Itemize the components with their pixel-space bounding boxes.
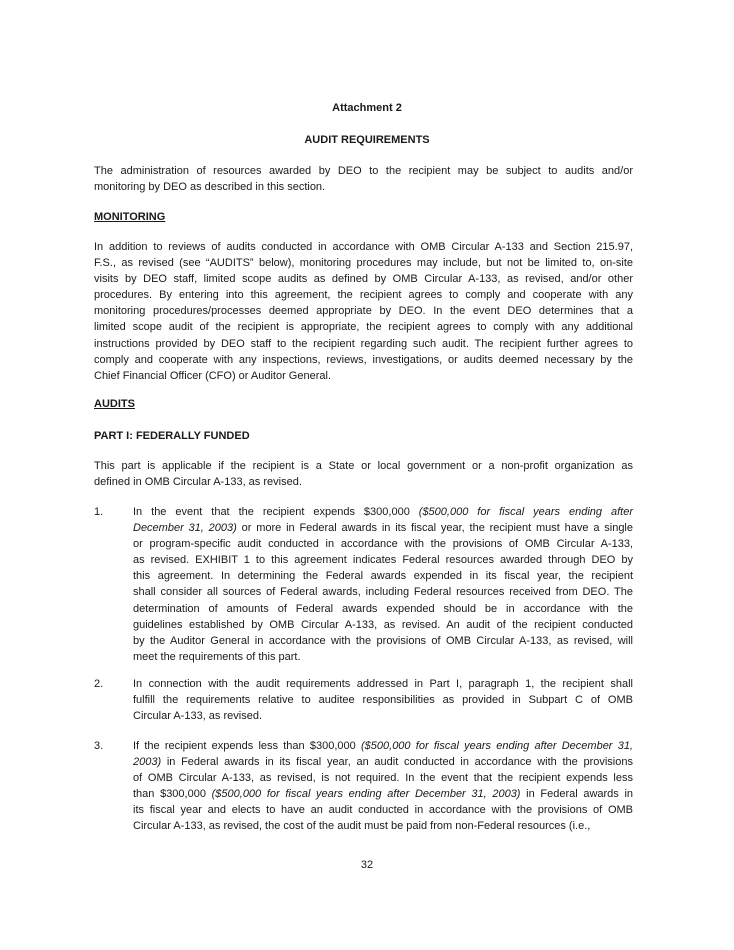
text-segment: fulfill the requirements relative to auditee responsibilities as provided in Subpart C of OMB <box>133 694 633 707</box>
text-segment: instructions provided by DEO staff to the recipient regarding such audit. The recipient further agrees to <box>94 337 633 350</box>
italic-text: ($500,000 for fiscal years ending after December 31, <box>361 740 633 752</box>
list-item <box>133 676 633 724</box>
text-line <box>133 692 633 708</box>
text-line <box>94 303 633 319</box>
text-line <box>133 536 633 552</box>
text-line <box>133 520 633 536</box>
part1-intro-paragraph <box>94 458 633 490</box>
text-segment: its fiscal year and elects to have an audit conducted in accordance with the provisions of OMB <box>133 804 633 817</box>
text-line <box>133 676 633 692</box>
text-line <box>94 239 633 255</box>
text-line <box>94 163 633 179</box>
text-segment: Chief Financial Officer (CFO) or Auditor General. <box>94 369 331 382</box>
text-line <box>133 601 633 617</box>
text-segment: limited scope audit of the recipient is appropriate, the recipient agrees to comply with any additional <box>94 321 633 334</box>
text-line <box>133 504 633 520</box>
text-segment: This part is applicable if the recipient is a State or local government or a non-profit organization as <box>94 460 633 472</box>
text-segment: in Federal awards in <box>520 788 634 801</box>
italic-text: ($500,000 for fiscal years ending after December 31, 2003) <box>211 788 521 801</box>
text-segment: monitoring by DEO as described in this section. <box>94 181 326 194</box>
text-segment: comply and cooperate with any inspections, reviews, investigations, or audits deemed necessary by the <box>94 353 633 366</box>
text-segment: guidelines established by OMB Circular A-133, as revised. An audit of the recipient conducted <box>133 618 633 631</box>
italic-text: December 31, 2003) <box>133 522 237 535</box>
text-segment: defined in OMB Circular A-133, as revised. <box>94 476 302 489</box>
text-segment: If the recipient expends less than $300,000 <box>133 740 361 752</box>
text-line <box>133 754 633 770</box>
item-number: 1. <box>94 506 104 518</box>
text-line <box>94 352 633 368</box>
text-line <box>133 568 633 584</box>
text-line <box>94 368 633 384</box>
text-line <box>94 255 633 271</box>
intro-paragraph <box>94 163 633 195</box>
list-item <box>133 504 633 665</box>
text-segment: Circular A-133, as revised, the cost of the audit must be paid from non-Federal resources (i.e., <box>133 820 591 833</box>
text-segment: monitoring procedures/processes deemed appropriate by DEO. In the event DEO determines that a <box>94 305 633 318</box>
text-line <box>133 818 633 834</box>
text-segment: meet the requirements of this part. <box>133 650 301 663</box>
audits-heading: AUDITS <box>94 398 135 410</box>
italic-text: ($500,000 for fiscal years ending after <box>418 506 633 518</box>
text-line <box>133 708 633 724</box>
text-line <box>133 802 633 818</box>
page-number: 32 <box>360 859 374 871</box>
text-segment: in Federal awards in its fiscal year, an audit conducted in accordance with the provisions <box>161 756 633 769</box>
text-line <box>94 336 633 352</box>
text-segment: this agreement. In determining the Federal awards expended in its fiscal year, the recipient <box>133 570 633 583</box>
text-line <box>94 179 633 195</box>
text-line <box>94 287 633 303</box>
text-segment: as revised. EXHIBIT 1 to this agreement indicates Federal resources awarded through DEO by <box>133 554 633 567</box>
attachment-title: Attachment 2 <box>332 102 402 114</box>
text-segment: or program-specific audit conducted in accordance with the provisions of OMB Circular A-133, <box>133 538 633 551</box>
text-segment: procedures. By entering into this agreement, the recipient agrees to comply and cooperate with any <box>94 289 633 302</box>
list-item <box>133 738 633 835</box>
text-segment: shall consider all sources of Federal awards, including Federal resources received from DEO. The <box>133 586 633 599</box>
part1-heading: PART I: FEDERALLY FUNDED <box>94 430 250 442</box>
text-segment: visits by DEO staff, limited scope audits as defined by OMB Circular A-133, as revised, and/or other <box>94 273 633 286</box>
text-line <box>133 738 633 754</box>
item-number: 3. <box>94 740 104 752</box>
document-title: AUDIT REQUIREMENTS <box>304 134 430 146</box>
text-segment: In the event that the recipient expends $300,000 <box>133 506 419 518</box>
text-segment: than $300,000 <box>133 788 212 801</box>
text-segment: of OMB Circular A-133, as revised, is not required. In the event that the recipient expends less <box>133 772 633 785</box>
text-line <box>94 319 633 335</box>
item-number: 2. <box>94 678 104 690</box>
text-line <box>133 617 633 633</box>
italic-text: 2003) <box>133 756 162 769</box>
text-line <box>133 552 633 568</box>
text-line <box>133 649 633 665</box>
text-segment: or more in Federal awards in its fiscal year, the recipient must have a single <box>236 522 633 535</box>
text-line <box>133 584 633 600</box>
text-line <box>133 770 633 786</box>
text-segment: In connection with the audit requirements addressed in Part I, paragraph 1, the recipient shall <box>133 678 633 690</box>
text-segment: In addition to reviews of audits conducted in accordance with OMB Circular A-133 and Section 215.97, <box>94 241 633 253</box>
text-line <box>94 271 633 287</box>
text-segment: Circular A-133, as revised. <box>133 710 262 723</box>
text-segment: The administration of resources awarded by DEO to the recipient may be subject to audits and/or <box>94 165 633 177</box>
monitoring-heading: MONITORING <box>94 211 166 223</box>
text-line <box>94 458 633 474</box>
text-line <box>133 633 633 649</box>
text-segment: by the Auditor General in accordance with the provisions of OMB Circular A-133, as revised, will <box>133 634 633 647</box>
text-line <box>94 474 633 490</box>
text-line <box>133 786 633 802</box>
text-segment: determination of amounts of Federal awards expended should be in accordance with the <box>133 602 633 615</box>
monitoring-paragraph <box>94 239 633 384</box>
text-segment: F.S., as revised (see “AUDITS” below), monitoring procedures may include, but not be limited to, on-site <box>94 257 633 270</box>
